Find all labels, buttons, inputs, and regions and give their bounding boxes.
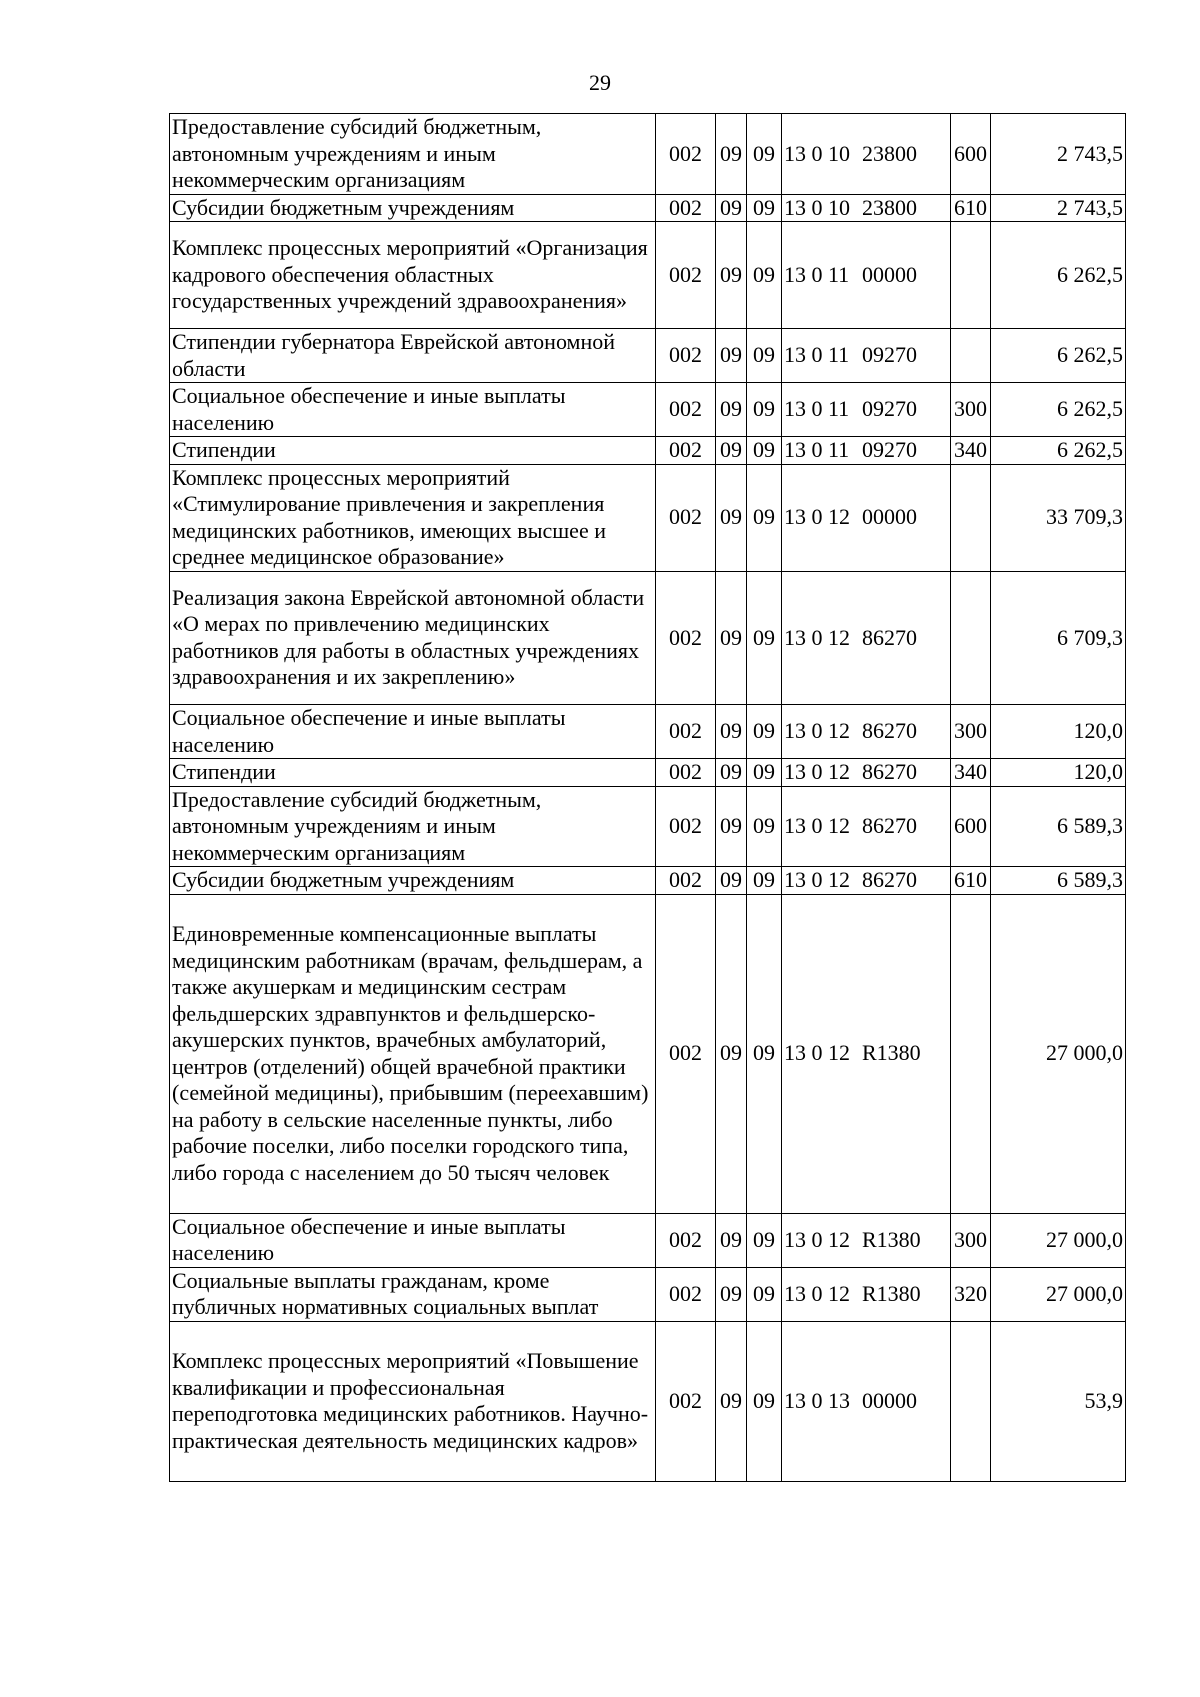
grbs-code: 002 bbox=[656, 194, 716, 222]
section-code: 09 bbox=[716, 1213, 747, 1267]
target-article-part: 13 0 bbox=[784, 261, 823, 287]
target-article-part: 11 bbox=[828, 437, 850, 462]
target-article-code bbox=[782, 705, 951, 759]
target-article-code bbox=[782, 894, 951, 1213]
section-code: 09 bbox=[716, 759, 747, 787]
row-name: Комплекс процессных мероприятий «Повышение квалификации и профессиональная переподготовка медицинских работников. Научно-практическая деятельность медицинских кадров» bbox=[170, 1321, 656, 1481]
table-row bbox=[170, 437, 1126, 465]
subsection-code: 09 bbox=[747, 571, 782, 705]
target-article-part: 86270 bbox=[862, 813, 917, 838]
amount: 6 589,3 bbox=[991, 786, 1126, 867]
table-row bbox=[170, 1267, 1126, 1321]
table-row bbox=[170, 464, 1126, 571]
target-article-code bbox=[782, 786, 951, 867]
row-name: Социальное обеспечение и иные выплаты населению bbox=[170, 705, 656, 759]
target-article-code bbox=[782, 571, 951, 705]
amount: 27 000,0 bbox=[991, 894, 1126, 1213]
subsection-code: 09 bbox=[747, 114, 782, 195]
row-name: Социальное обеспечение и иные выплаты населению bbox=[170, 1213, 656, 1267]
target-article-part: 13 0 bbox=[784, 437, 823, 462]
target-article-part: 12 bbox=[828, 813, 850, 838]
target-article-part: 13 0 bbox=[784, 504, 823, 530]
grbs-code: 002 bbox=[656, 464, 716, 571]
target-article-code bbox=[782, 222, 951, 329]
table-row bbox=[170, 894, 1126, 1213]
grbs-code: 002 bbox=[656, 383, 716, 437]
target-article-part: 13 bbox=[828, 1387, 850, 1413]
expense-type-code bbox=[951, 329, 991, 383]
target-article-part: 11 bbox=[828, 396, 850, 422]
target-article-code bbox=[782, 1267, 951, 1321]
target-article-part: 12 bbox=[828, 624, 850, 650]
target-article-part: 23800 bbox=[862, 140, 917, 166]
grbs-code: 002 bbox=[656, 1213, 716, 1267]
row-name: Социальное обеспечение и иные выплаты населению bbox=[170, 383, 656, 437]
target-article-code bbox=[782, 194, 951, 222]
amount: 53,9 bbox=[991, 1321, 1126, 1481]
target-article-part: 13 0 bbox=[784, 1280, 823, 1306]
row-name: Субсидии бюджетным учреждениям bbox=[170, 194, 656, 222]
row-name: Социальные выплаты гражданам, кроме публичных нормативных социальных выплат bbox=[170, 1267, 656, 1321]
grbs-code: 002 bbox=[656, 114, 716, 195]
table-row bbox=[170, 194, 1126, 222]
grbs-code: 002 bbox=[656, 222, 716, 329]
subsection-code: 09 bbox=[747, 759, 782, 787]
expense-type-code: 600 bbox=[951, 786, 991, 867]
amount: 2 743,5 bbox=[991, 194, 1126, 222]
table-row bbox=[170, 786, 1126, 867]
target-article-part: 12 bbox=[828, 1280, 850, 1306]
row-name: Комплекс процессных мероприятий «Стимулирование привлечения и закрепления медицинских работников, имеющих высшее и среднее медицинское образование» bbox=[170, 464, 656, 571]
subsection-code: 09 bbox=[747, 705, 782, 759]
budget-table bbox=[169, 113, 1126, 1482]
target-article-part: 86270 bbox=[862, 624, 917, 650]
target-article-part: 13 0 bbox=[784, 140, 823, 166]
target-article-part: 13 0 bbox=[784, 342, 823, 368]
row-name: Комплекс процессных мероприятий «Организация кадрового обеспечения областных государственных учреждений здравоохранения» bbox=[170, 222, 656, 329]
expense-type-code: 610 bbox=[951, 194, 991, 222]
target-article-code bbox=[782, 1321, 951, 1481]
row-name: Стипендии bbox=[170, 759, 656, 787]
expense-type-code: 600 bbox=[951, 114, 991, 195]
target-article-part: 09270 bbox=[862, 342, 917, 368]
expense-type-code: 300 bbox=[951, 383, 991, 437]
target-article-part: 86270 bbox=[862, 718, 917, 744]
target-article-part: R1380 bbox=[862, 1226, 921, 1252]
amount: 33 709,3 bbox=[991, 464, 1126, 571]
target-article-part: 09270 bbox=[862, 437, 917, 462]
target-article-part: 86270 bbox=[862, 759, 917, 784]
grbs-code: 002 bbox=[656, 867, 716, 895]
target-article-part: 13 0 bbox=[784, 194, 823, 220]
section-code: 09 bbox=[716, 571, 747, 705]
target-article-code bbox=[782, 383, 951, 437]
grbs-code: 002 bbox=[656, 705, 716, 759]
target-article-part: 12 bbox=[828, 718, 850, 744]
table-body bbox=[170, 114, 1126, 1482]
subsection-code: 09 bbox=[747, 383, 782, 437]
section-code: 09 bbox=[716, 1321, 747, 1481]
row-name: Субсидии бюджетным учреждениям bbox=[170, 867, 656, 895]
subsection-code: 09 bbox=[747, 894, 782, 1213]
section-code: 09 bbox=[716, 437, 747, 465]
section-code: 09 bbox=[716, 464, 747, 571]
target-article-part: 13 0 bbox=[784, 1040, 823, 1066]
target-article-part: 13 0 bbox=[784, 867, 823, 892]
target-article-part: 10 bbox=[828, 194, 850, 220]
expense-type-code bbox=[951, 222, 991, 329]
target-article-part: 12 bbox=[828, 867, 850, 892]
target-article-part: 00000 bbox=[862, 504, 917, 530]
target-article-part: R1380 bbox=[862, 1280, 921, 1306]
target-article-code bbox=[782, 114, 951, 195]
subsection-code: 09 bbox=[747, 329, 782, 383]
target-article-part: 13 0 bbox=[784, 1226, 823, 1252]
section-code: 09 bbox=[716, 1267, 747, 1321]
amount: 6 262,5 bbox=[991, 437, 1126, 465]
subsection-code: 09 bbox=[747, 1213, 782, 1267]
amount: 120,0 bbox=[991, 759, 1126, 787]
target-article-code bbox=[782, 867, 951, 895]
page-number: 29 bbox=[589, 70, 611, 95]
target-article-code bbox=[782, 1213, 951, 1267]
amount: 27 000,0 bbox=[991, 1267, 1126, 1321]
target-article-code bbox=[782, 464, 951, 571]
target-article-part: 00000 bbox=[862, 261, 917, 287]
amount: 6 262,5 bbox=[991, 329, 1126, 383]
table-row bbox=[170, 705, 1126, 759]
expense-type-code: 340 bbox=[951, 759, 991, 787]
target-article-code bbox=[782, 437, 951, 465]
row-name: Стипендии bbox=[170, 437, 656, 465]
target-article-part: 13 0 bbox=[784, 396, 823, 422]
row-name: Предоставление субсидий бюджетным, автономным учреждениям и иным некоммерческим организациям bbox=[170, 786, 656, 867]
section-code: 09 bbox=[716, 329, 747, 383]
section-code: 09 bbox=[716, 867, 747, 895]
row-name: Реализация закона Еврейской автономной области «О мерах по привлечению медицинских работников для работы в областных учреждениях здравоохранения и их закреплению» bbox=[170, 571, 656, 705]
target-article-part: 11 bbox=[828, 261, 850, 287]
expense-type-code: 610 bbox=[951, 867, 991, 895]
target-article-code bbox=[782, 329, 951, 383]
target-article-part: 00000 bbox=[862, 1387, 917, 1413]
target-article-part: 12 bbox=[828, 759, 850, 784]
grbs-code: 002 bbox=[656, 571, 716, 705]
expense-type-code: 300 bbox=[951, 705, 991, 759]
expense-type-code bbox=[951, 894, 991, 1213]
target-article-part: 11 bbox=[828, 342, 850, 368]
table-row bbox=[170, 114, 1126, 195]
amount: 6 709,3 bbox=[991, 571, 1126, 705]
table-row bbox=[170, 383, 1126, 437]
target-article-part: 12 bbox=[828, 1226, 850, 1252]
target-article-part: 12 bbox=[828, 1040, 850, 1066]
expense-type-code bbox=[951, 1321, 991, 1481]
target-article-part: 23800 bbox=[862, 194, 917, 220]
grbs-code: 002 bbox=[656, 329, 716, 383]
amount: 2 743,5 bbox=[991, 114, 1126, 195]
subsection-code: 09 bbox=[747, 437, 782, 465]
target-article-part: R1380 bbox=[862, 1040, 921, 1066]
table-row bbox=[170, 222, 1126, 329]
grbs-code: 002 bbox=[656, 1321, 716, 1481]
subsection-code: 09 bbox=[747, 222, 782, 329]
row-name: Предоставление субсидий бюджетным, автономным учреждениям и иным некоммерческим организациям bbox=[170, 114, 656, 195]
amount: 6 589,3 bbox=[991, 867, 1126, 895]
target-article-code bbox=[782, 759, 951, 787]
table-row bbox=[170, 329, 1126, 383]
subsection-code: 09 bbox=[747, 1321, 782, 1481]
target-article-part: 12 bbox=[828, 504, 850, 530]
target-article-part: 86270 bbox=[862, 867, 917, 892]
section-code: 09 bbox=[716, 222, 747, 329]
section-code: 09 bbox=[716, 786, 747, 867]
row-name: Стипендии губернатора Еврейской автономной области bbox=[170, 329, 656, 383]
section-code: 09 bbox=[716, 383, 747, 437]
table-row bbox=[170, 1213, 1126, 1267]
expense-type-code: 300 bbox=[951, 1213, 991, 1267]
row-name: Единовременные компенсационные выплаты медицинским работникам (врачам, фельдшерам, а также акушеркам и медицинским сестрам фельдшерских здравпунктов и фельдшерско-акушерских пунктов, врачебных амбулаторий, центров (отделений) общей врачебной практики (семейной медицины), прибывшим (переехавшим) на работу в сельские населенные пункты, либо рабочие поселки, либо поселки городского типа, либо города с населением до 50 тысяч человек bbox=[170, 894, 656, 1213]
grbs-code: 002 bbox=[656, 759, 716, 787]
table-row bbox=[170, 759, 1126, 787]
section-code: 09 bbox=[716, 114, 747, 195]
table-row bbox=[170, 867, 1126, 895]
amount: 120,0 bbox=[991, 705, 1126, 759]
subsection-code: 09 bbox=[747, 786, 782, 867]
target-article-part: 13 0 bbox=[784, 624, 823, 650]
section-code: 09 bbox=[716, 705, 747, 759]
expense-type-code bbox=[951, 571, 991, 705]
grbs-code: 002 bbox=[656, 1267, 716, 1321]
expense-type-code: 340 bbox=[951, 437, 991, 465]
subsection-code: 09 bbox=[747, 1267, 782, 1321]
grbs-code: 002 bbox=[656, 437, 716, 465]
target-article-part: 13 0 bbox=[784, 813, 823, 838]
section-code: 09 bbox=[716, 194, 747, 222]
table-row bbox=[170, 1321, 1126, 1481]
table-row bbox=[170, 571, 1126, 705]
subsection-code: 09 bbox=[747, 867, 782, 895]
grbs-code: 002 bbox=[656, 786, 716, 867]
target-article-part: 10 bbox=[828, 140, 850, 166]
expense-type-code bbox=[951, 464, 991, 571]
subsection-code: 09 bbox=[747, 464, 782, 571]
target-article-part: 13 0 bbox=[784, 718, 823, 744]
grbs-code: 002 bbox=[656, 894, 716, 1213]
section-code: 09 bbox=[716, 894, 747, 1213]
amount: 6 262,5 bbox=[991, 383, 1126, 437]
subsection-code: 09 bbox=[747, 194, 782, 222]
amount: 27 000,0 bbox=[991, 1213, 1126, 1267]
target-article-part: 09270 bbox=[862, 396, 917, 422]
amount: 6 262,5 bbox=[991, 222, 1126, 329]
expense-type-code: 320 bbox=[951, 1267, 991, 1321]
target-article-part: 13 0 bbox=[784, 759, 823, 784]
target-article-part: 13 0 bbox=[784, 1387, 823, 1413]
